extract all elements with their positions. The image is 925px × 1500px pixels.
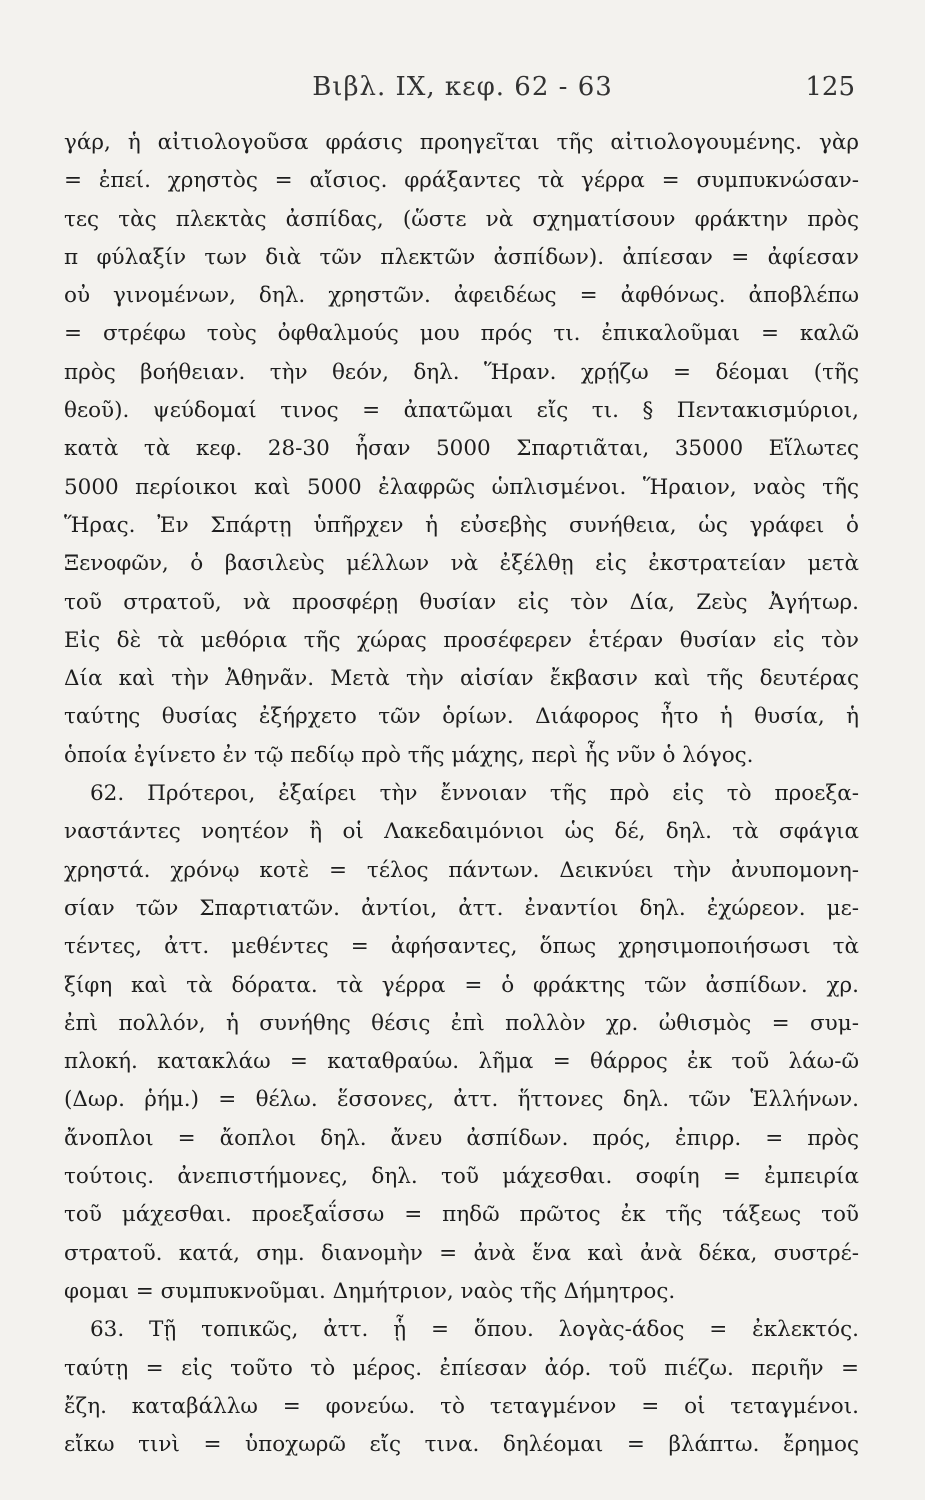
text-line: κατὰ τὰ κεφ. 28-30 ἦσαν 5000 Σπαρτιᾶται, 35000 Εἵλωτες [64, 436, 859, 462]
text-line: ταύτῃ = εἰς τοῦτο τὸ μέρος. ἐπίεσαν ἀόρ. τοῦ πιέζω. περιῆν = [64, 1355, 859, 1381]
text-line: χρηστά. χρόνῳ κοτὲ = τέλος πάντων. Δεικνύει τὴν ἀνυπομονη- [64, 857, 859, 883]
text-line: φομαι = συμπυκνοῦμαι. Δημήτριον, ναὸς τῆς Δήμητρος. [64, 1278, 676, 1304]
text-line: ναστάντες νοητέον ἢ οἱ Λακεδαιμόνιοι ὡς δέ, δηλ. τὰ σφάγια [64, 819, 859, 845]
text-line: ὁποία ἐγίνετο ἐν τῷ πεδίῳ πρὸ τῆς μάχης, περὶ ἧς νῦν ὁ λόγος. [64, 742, 754, 768]
running-head [0, 72, 925, 112]
text-line: εἴκω τινὶ = ὑποχωρῶ εἴς τινα. δηλέομαι = βλάπτω. ἔρημος [64, 1432, 859, 1458]
text-line: = ἐπεί. χρηστὸς = αἴσιος. φράξαντες τὰ γέρρα = συμπυκνώσαν- [64, 168, 859, 194]
text-line: οὐ γινομένων, δηλ. χρηστῶν. ἀφειδέως = ἀφθόνως. ἀποβλέπω [64, 283, 859, 309]
page-number: 125 [805, 72, 855, 102]
running-head-title: Βιβλ. ΙΧ, κεφ. 62 - 63 [312, 72, 613, 102]
text-line: τούτοις. ἀνεπιστήμονες, δηλ. τοῦ μάχεσθαι. σοφίη = ἐμπειρία [64, 1164, 859, 1190]
text-line: Δία καὶ τὴν Ἀθηνᾶν. Μετὰ τὴν αἰσίαν ἔκβασιν καὶ τῆς δευτέρας [64, 666, 859, 692]
text-line: ταύτης θυσίας ἐξήρχετο τῶν ὁρίων. Διάφορος ἦτο ἡ θυσία, ἡ [64, 704, 859, 730]
text-line: σίαν τῶν Σπαρτιατῶν. ἀντίοι, ἀττ. ἐναντίοι δηλ. ἐχώρεον. με- [64, 895, 859, 921]
text-line: πλοκή. κατακλάω = καταθραύω. λῆμα = θάρρος ἐκ τοῦ λάω-ῶ [64, 1049, 859, 1075]
text-line: π φύλαξίν των διὰ τῶν πλεκτῶν ἀσπίδων). ἀπίεσαν = ἀφίεσαν [64, 244, 859, 270]
text-line: ξίφη καὶ τὰ δόρατα. τὰ γέρρα = ὁ φράκτης τῶν ἀσπίδων. χρ. [64, 972, 859, 998]
text-line: Ξενοφῶν, ὁ βασιλεὺς μέλλων νὰ ἐξέλθῃ εἰς ἐκστρατείαν μετὰ [64, 551, 859, 577]
text-line: τέντες, ἀττ. μεθέντες = ἀφήσαντες, ὅπως χρησιμοποιήσωσι τὰ [64, 934, 859, 960]
text-line: πρὸς βοήθειαν. τὴν θεόν, δηλ. Ἥραν. χρῄζω = δέομαι (τῆς [64, 359, 859, 385]
text-line: Ἥρας. Ἐν Σπάρτῃ ὑπῆρχεν ἡ εὐσεβὴς συνήθεια, ὡς γράφει ὁ [64, 512, 859, 538]
text-line: 5000 περίοικοι καὶ 5000 ἐλαφρῶς ὡπλισμένοι. Ἥραιον, ναὸς τῆς [64, 474, 859, 500]
commentary-text [64, 124, 859, 1464]
section-62-start: 62. Πρότεροι, ἐξαίρει τὴν ἔννοιαν τῆς πρὸ εἰς τὸ προεξα- [90, 781, 859, 807]
text-line: θεοῦ). ψεύδομαί τινος = ἀπατῶμαι εἴς τι. § Πεντακισμύριοι, [64, 398, 859, 424]
text-line: Εἰς δὲ τὰ μεθόρια τῆς χώρας προσέφερεν ἑτέραν θυσίαν εἰς τὸν [64, 627, 859, 653]
text-line: (Δωρ. ῥήμ.) = θέλω. ἕσσονες, ἀττ. ἥττονες δηλ. τῶν Ἑλλήνων. [64, 1087, 859, 1113]
text-line: τες τὰς πλεκτὰς ἀσπίδας, (ὥστε νὰ σχηματίσουν φράκτην πρὸς [64, 206, 859, 232]
text-line: στρατοῦ. κατά, σημ. διανομὴν = ἀνὰ ἕνα καὶ ἀνὰ δέκα, συστρέ- [64, 1240, 859, 1266]
text-line: τοῦ στρατοῦ, νὰ προσφέρῃ θυσίαν εἰς τὸν Δία, Ζεὺς Ἀγήτωρ. [64, 589, 859, 615]
text-line: γάρ, ἡ αἰτιολογοῦσα φράσις προηγεῖται τῆς αἰτιολογουμένης. γὰρ [64, 130, 859, 155]
text-line: ἄνοπλοι = ἄοπλοι δηλ. ἄνευ ἀσπίδων. πρός, ἐπιρρ. = πρὸς [64, 1125, 859, 1151]
text-line: ἐπὶ πολλόν, ἡ συνήθης θέσις ἐπὶ πολλὸν χρ. ὠθισμὸς = συμ- [64, 1010, 859, 1036]
section-63-start: 63. Τῇ τοπικῶς, ἀττ. ᾗ = ὅπου. λογὰς-άδος = ἐκλεκτός. [90, 1317, 859, 1343]
text-line: τοῦ μάχεσθαι. προεξαΐσσω = πηδῶ πρῶτος ἐκ τῆς τάξεως τοῦ [64, 1202, 859, 1228]
text-line: ἔζη. καταβάλλω = φονεύω. τὸ τεταγμένον = οἱ τεταγμένοι. [64, 1393, 859, 1419]
text-line: = στρέφω τοὺς ὀφθαλμούς μου πρός τι. ἐπικαλοῦμαι = καλῶ [64, 321, 859, 347]
